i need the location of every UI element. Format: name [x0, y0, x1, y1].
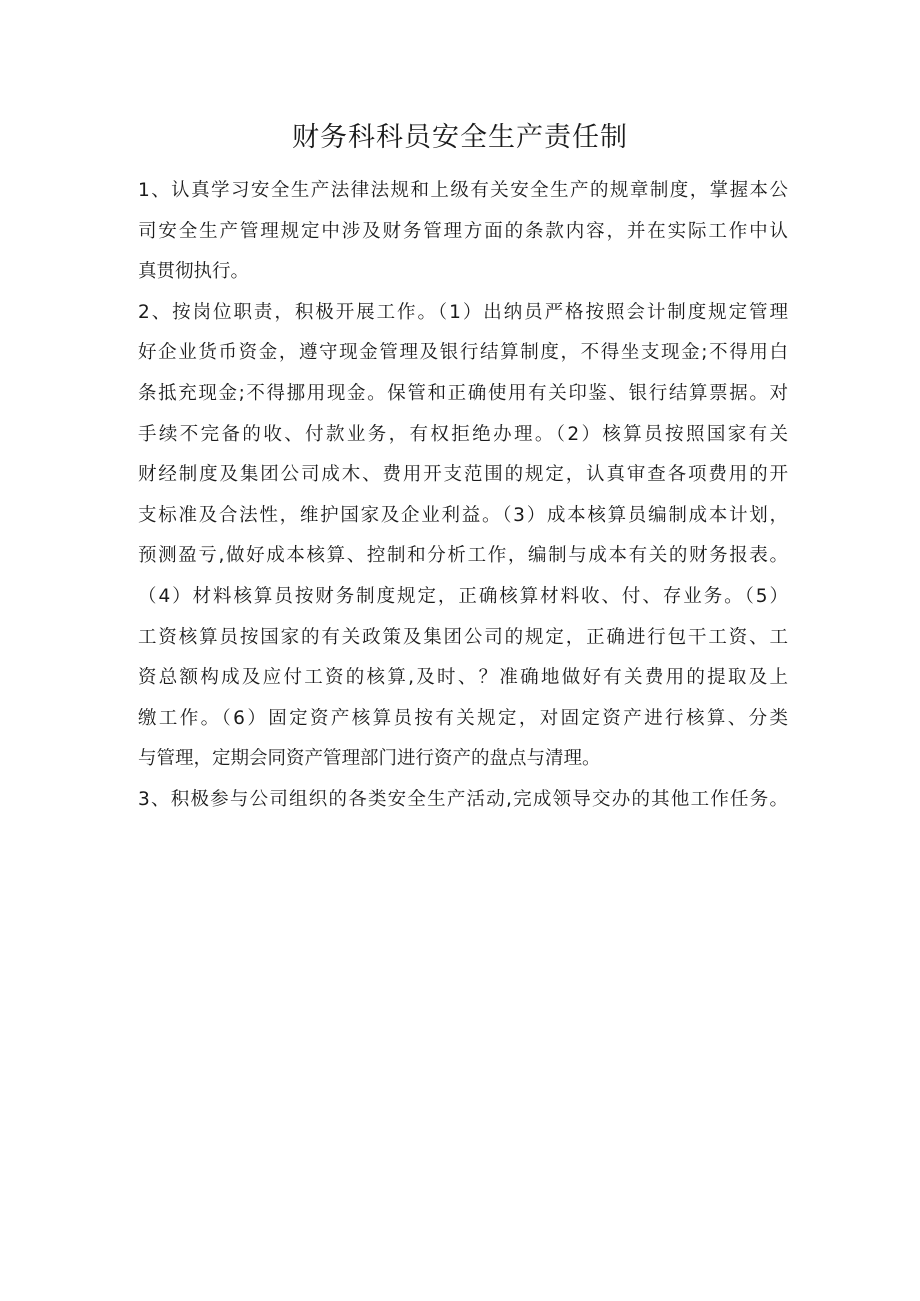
- text-line: 支标准及合法性，维护国家及企业利益。（3）成本核算员编制成本计划，: [138, 504, 788, 526]
- text-line: 真贯彻执行。: [138, 261, 250, 283]
- text-line: （4）材料核算员按财务制度规定，正确核算材料收、付、存业务。（5）: [138, 585, 788, 607]
- text-line: 条抵充现金;不得挪用现金。保管和正确使用有关印鉴、银行结算票据。对: [138, 382, 788, 404]
- document-body: [138, 171, 788, 821]
- text-line: 预测盈亏,做好成本核算、控制和分析工作，编制与成本有关的财务报表。: [138, 545, 788, 567]
- text-line: 资总额构成及应付工资的核算,及时、？准确地做好有关费用的提取及上: [138, 667, 788, 689]
- paragraph-1: [138, 171, 788, 293]
- text-line: 2、按岗位职责，积极开展工作。（1）出纳员严格按照会计制度规定管理: [138, 301, 788, 323]
- text-line: 3、积极参与公司组织的各类安全生产活动,完成领导交办的其他工作任务。: [138, 788, 788, 810]
- text-line: 好企业货币资金，遵守现金管理及银行结算制度，不得坐支现金;不得用白: [138, 342, 788, 364]
- document-title: 财务科科员安全生产责任制: [292, 122, 628, 153]
- paragraph-3: [138, 780, 788, 821]
- text-line: 缴工作。（6）固定资产核算员按有关规定，对固定资产进行核算、分类: [138, 707, 788, 729]
- text-line: 司安全生产管理规定中涉及财务管理方面的条款内容，并在实际工作中认: [138, 220, 788, 242]
- text-line: 财经制度及集团公司成木、费用开支范围的规定，认真审查各项费用的开: [138, 464, 788, 486]
- text-line: 与管理，定期会同资产管理部门进行资产的盘点与清理。: [138, 748, 601, 770]
- paragraph-2: [138, 293, 788, 780]
- text-line: 手续不完备的收、付款业务，有权拒绝办理。（2）核算员按照国家有关: [138, 423, 788, 445]
- text-line: 工资核算员按国家的有关政策及集团公司的规定，正确进行包干工资、工: [138, 626, 788, 648]
- text-line: 1、认真学习安全生产法律法规和上级有关安全生产的规章制度，掌握本公: [138, 180, 788, 201]
